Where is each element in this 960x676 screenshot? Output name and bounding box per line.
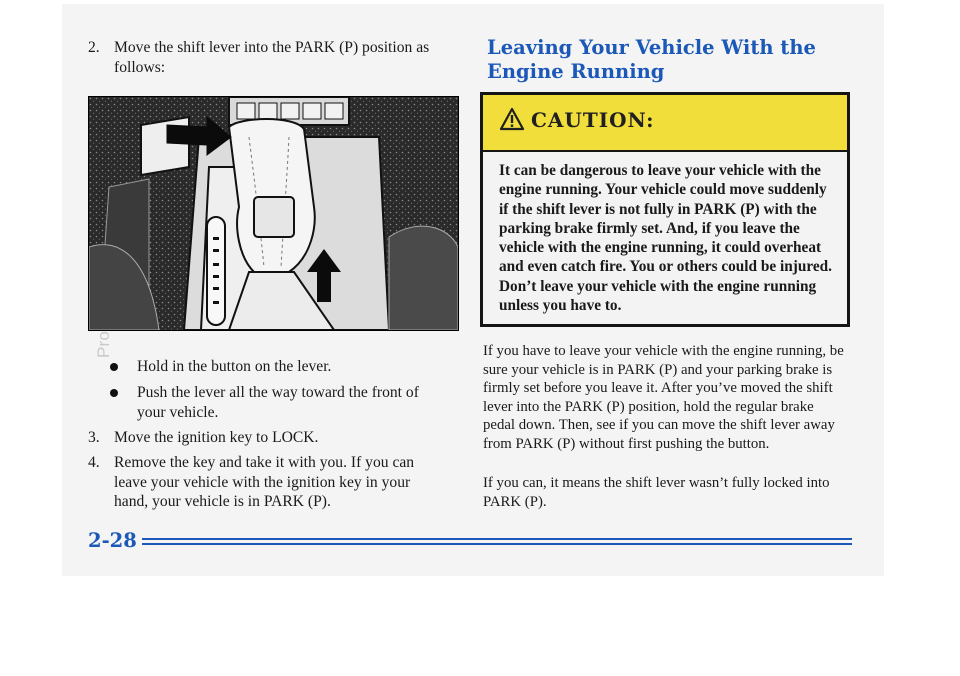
- bullet-push-lever: [110, 383, 440, 422]
- footer-rule-top: [142, 538, 852, 540]
- warning-triangle-icon: [499, 107, 525, 131]
- caution-text: It can be dangerous to leave your vehicle with the engine running. Your vehicle could move suddenly if the shift lever is not fully in PARK (P) with the parking brake firmly set. And, if you leave the vehicle with the engine running, it could overheat and even catch fire. You or others could be injured. Don’t leave your vehicle with the engine running unless you have to.: [499, 162, 832, 315]
- step-2-text: Move the shift lever into the PARK (P) position as follows:: [114, 39, 430, 76]
- step-2: [88, 38, 438, 77]
- step-4-text: Remove the key and take it with you. If you can leave your vehicle with the ignition key in your hand, your vehicle is in PARK (P).: [114, 454, 415, 510]
- step-4: [88, 453, 438, 512]
- paragraph-leave-running: If you have to leave your vehicle with the engine running, be sure your vehicle is in PARK (P) and your parking brake is firmly set before you leave it. After you’ve moved the shift lever into the PARK (P) position, hold the regular brake pedal down. Then, see if you can move the shift lever away from PARK (P) without first pushing the button.: [483, 343, 844, 452]
- bullet-text: Hold in the button on the lever.: [137, 358, 332, 375]
- bullet-hold-button: [110, 357, 440, 377]
- paragraph-not-locked: If you can, it means the shift lever wasn’t fully locked into PARK (P).: [483, 475, 830, 510]
- step-3-text: Move the ignition key to LOCK.: [114, 429, 319, 446]
- step-3-number: 3.: [88, 429, 100, 446]
- step-3: [88, 428, 438, 448]
- caution-header: [483, 95, 847, 152]
- step-4-number: 4.: [88, 454, 100, 471]
- caution-box: [480, 92, 850, 327]
- bullet-dot: [110, 363, 118, 371]
- shift-lever-illustration: [89, 97, 458, 330]
- caution-title: CAUTION:: [531, 108, 655, 132]
- step-2-number: 2.: [88, 39, 100, 56]
- page-number: 2-28: [88, 529, 137, 552]
- section-heading: Leaving Your Vehicle With the Engine Running: [487, 36, 816, 83]
- shift-lever-figure: [88, 96, 459, 331]
- bullet-text: Push the lever all the way toward the front of your vehicle.: [137, 384, 419, 421]
- footer-rule-bottom: [142, 543, 852, 545]
- bullet-dot: [110, 389, 118, 397]
